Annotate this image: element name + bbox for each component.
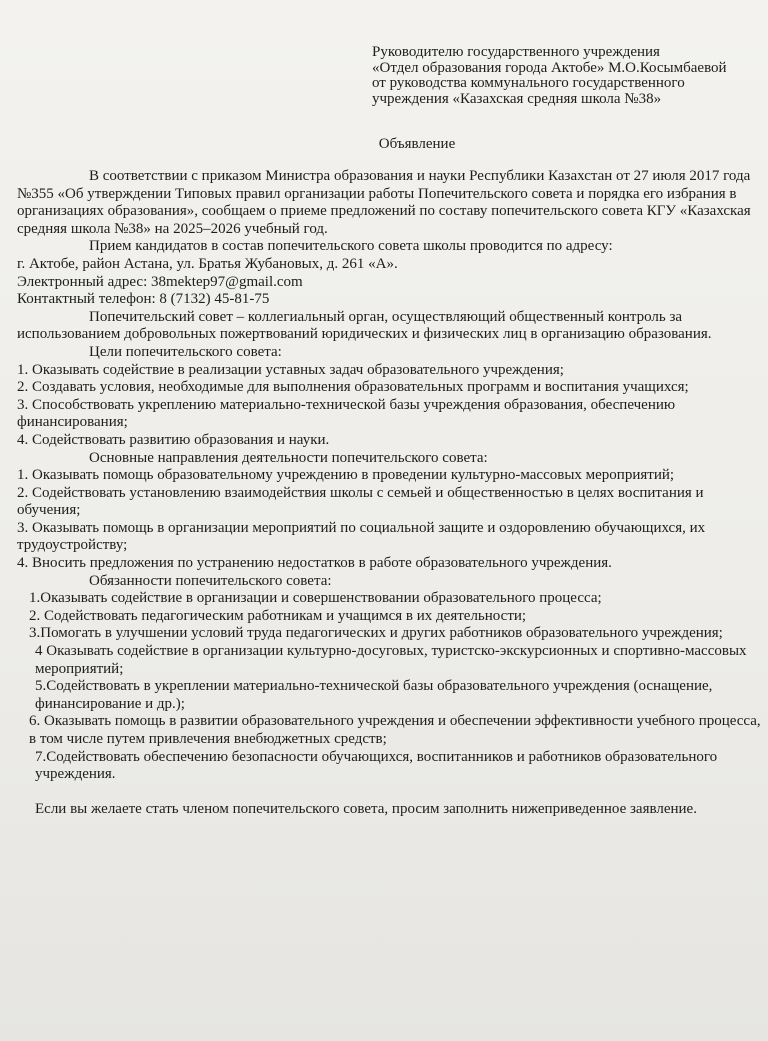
addressee-block	[372, 45, 764, 107]
definition-paragraph: Попечительский совет – коллегиальный орган, осуществляющий общественный контроль за использованием добровольных пожертвований юридических и физических лиц в организацию образования.	[17, 308, 712, 343]
email-address: 38mektep97@gmail.com	[150, 273, 303, 290]
document-title: Объявление	[378, 136, 456, 152]
goal-item: 1. Оказывать содействие в реализации уставных задач образовательного учреждения;	[17, 361, 564, 378]
paragraph-gap	[17, 784, 762, 801]
goal-item: 2. Создавать условия, необходимые для выполнения образовательных программ и воспитания учащихся;	[17, 379, 689, 396]
direction-item: 3. Оказывать помощь в организации мероприятий по социальной защите и оздоровлению обучающихся, их трудоустройству;	[17, 519, 706, 554]
duty-item: 6. Оказывать помощь в развитии образовательного учреждения и обеспечении эффективности учебного процесса, в том числе путем привлечения внебюджетных средств;	[29, 713, 761, 747]
goal-item: 3. Способствовать укреплению материально-технической базы учреждения образования, обеспечению финансирования;	[17, 396, 676, 431]
duty-item: 4 Оказывать содействие в организации культурно-досуговых, туристско-экскурсионных и спортивно-массовых мероприятий;	[35, 643, 747, 677]
reception-paragraph: Прием кандидатов в состав попечительского совета школы проводится по адресу:	[89, 238, 613, 255]
document-body	[17, 168, 762, 818]
email-line	[17, 274, 762, 292]
addressee-line: Руководителю государственного учреждения	[372, 44, 660, 60]
email-label: Электронный адрес:	[17, 273, 148, 290]
direction-item: 2. Содействовать установлению взаимодействия школы с семьей и общественностью в целях воспитания и обучения;	[17, 484, 704, 519]
phone-line	[17, 291, 762, 309]
duty-item: 2. Содействовать педагогическим работникам и учащимся в их деятельности;	[29, 607, 527, 624]
phone-label: Контактный телефон:	[17, 291, 156, 308]
goals-heading: Цели попечительского совета:	[89, 343, 282, 360]
closing-paragraph: Если вы желаете стать членом попечительского совета, просим заполнить нижеприведенное заявление.	[35, 800, 697, 817]
addressee-line: от руководства коммунального государственного	[372, 75, 685, 91]
duty-item: 1.Оказывать содействие в организации и совершенствовании образовательного процесса;	[29, 590, 602, 607]
duty-item: 5.Содействовать в укреплении материально-технической базы образовательного учреждения (оснащение, финансирование и др.);	[35, 678, 713, 712]
direction-item: 4. Вносить предложения по устранению недостатков в работе образовательного учреждения.	[17, 555, 612, 572]
duty-item: 3.Помогать в улучшении условий труда педагогических и других работников образовательного учреждения;	[29, 625, 723, 642]
phone-number: 8 (7132) 45-81-75	[159, 291, 270, 308]
address-line: г. Актобе, район Астана, ул. Братья Жубановых, д. 261 «А».	[17, 255, 398, 272]
addressee-line: «Отдел образования города Актобе» М.О.Косымбаевой	[372, 59, 727, 76]
duties-heading: Обязанности попечительского совета:	[89, 572, 332, 589]
addressee-line: учреждения «Казахская средняя школа №38»	[372, 90, 662, 107]
direction-item: 1. Оказывать помощь образовательному учреждению в проведении культурно-массовых мероприятий;	[17, 467, 675, 484]
directions-heading: Основные направления деятельности попечительского совета:	[89, 449, 488, 466]
goal-item: 4. Содействовать развитию образования и науки.	[17, 431, 330, 448]
intro-paragraph: В соответствии с приказом Министра образования и науки Республики Казахстан от 27 июля 2017 года №355 «Об утверждении Типовых правил организации работы Попечительского совета и порядка его избрания в организациях образования», сообщаем о приеме предложений по составу попечительского совета КГУ «Казахская средняя школа №38» на 2025–2026 учебный год.	[17, 168, 751, 237]
duty-item: 7.Содействовать обеспечению безопасности обучающихся, воспитанников и работников образовательного учреждения.	[35, 748, 718, 783]
